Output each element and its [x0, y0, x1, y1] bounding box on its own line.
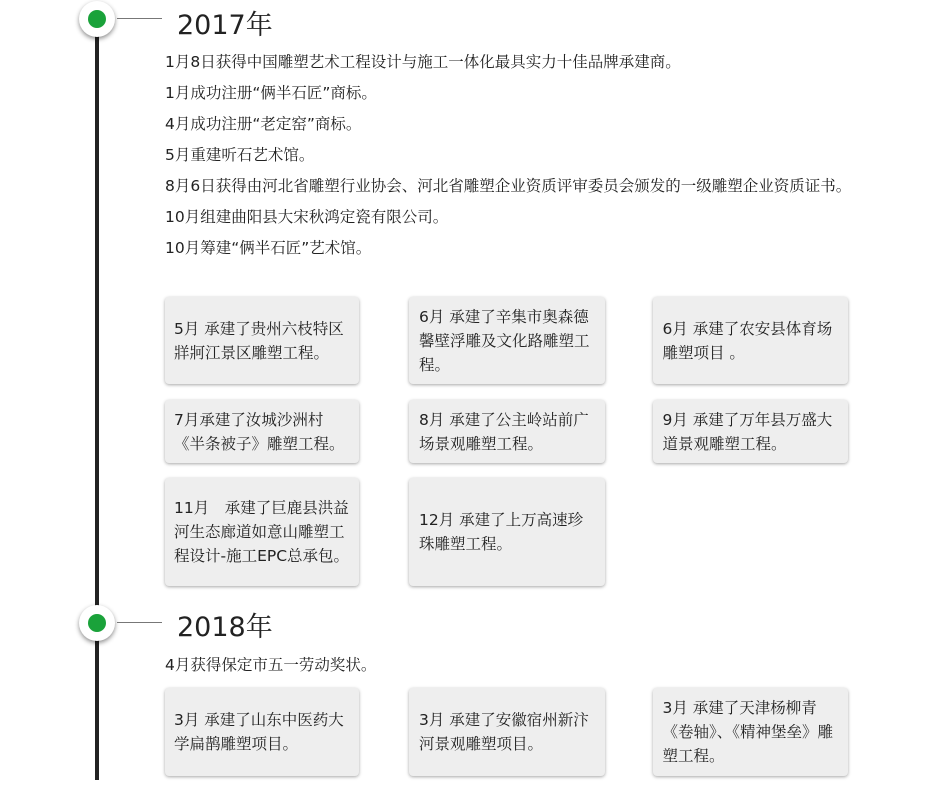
- timeline-dot-icon: [79, 605, 115, 641]
- project-card-text: 6月 承建了辛集市奥森德馨壁浮雕及文化路雕塑工程。: [419, 307, 590, 374]
- project-card-text: 5月 承建了贵州六枝特区牂牁江景区雕塑工程。: [174, 319, 344, 362]
- event-list: [165, 655, 855, 686]
- project-card: [409, 688, 605, 776]
- event-item: 1月成功注册“俩半石匠”商标。: [165, 84, 377, 102]
- project-card-text: 8月 承建了公主岭站前广场景观雕塑工程。: [419, 410, 589, 453]
- year-section-2018: [0, 600, 950, 810]
- timeline-dot-core: [88, 614, 106, 632]
- project-card: [653, 688, 848, 776]
- project-card-text: 6月 承建了农安县体育场雕塑项目 。: [662, 319, 833, 362]
- event-item: 4月获得保定市五一劳动奖状。: [165, 656, 377, 674]
- project-card-text: 3月 承建了山东中医药大学扁鹊雕塑项目。: [174, 711, 344, 753]
- project-card: [165, 400, 359, 463]
- timeline-dot-icon: [79, 1, 115, 37]
- project-card-text: 11月 承建了巨鹿县洪益河生态廊道如意山雕塑工程设计-施工EPC总承包。: [174, 499, 350, 565]
- project-card: [409, 297, 605, 384]
- project-card: [409, 400, 605, 463]
- project-card: [165, 297, 359, 384]
- event-item: 4月成功注册“老定窑”商标。: [165, 115, 362, 133]
- year-connector-line: [117, 622, 162, 623]
- year-title: 2017年: [177, 10, 273, 41]
- event-item: 5月重建听石艺术馆。: [165, 146, 315, 164]
- project-card: [653, 400, 848, 463]
- project-card: [165, 688, 359, 776]
- project-card-text: 9月 承建了万年县万盛大道景观雕塑工程。: [662, 410, 833, 453]
- project-card-text: 12月 承建了上万高速珍珠雕塑工程。: [419, 511, 584, 553]
- project-card: [653, 297, 848, 384]
- project-card-text: 3月 承建了天津杨柳青《卷轴》、《精神堡垒》雕塑工程。: [662, 699, 834, 765]
- event-item: 8月6日获得由河北省雕塑行业协会、河北省雕塑企业资质评审委员会颁发的一级雕塑企业资质证书。: [165, 177, 852, 195]
- event-list: [165, 52, 855, 269]
- project-card: [409, 478, 605, 586]
- project-card-text: 7月承建了汝城沙洲村《半条被子》雕塑工程。: [174, 410, 345, 453]
- event-item: 10月组建曲阳县大宋秋鸿定瓷有限公司。: [165, 208, 449, 226]
- event-item: 10月筹建“俩半石匠”艺术馆。: [165, 239, 372, 257]
- year-title: 2018年: [177, 612, 273, 643]
- project-card: [165, 478, 359, 586]
- project-card-text: 3月 承建了安徽宿州新汴河景观雕塑项目。: [419, 711, 589, 753]
- timeline-dot-core: [88, 10, 106, 28]
- year-connector-line: [117, 18, 162, 19]
- event-item: 1月8日获得中国雕塑艺术工程设计与施工一体化最具实力十佳品牌承建商。: [165, 53, 681, 71]
